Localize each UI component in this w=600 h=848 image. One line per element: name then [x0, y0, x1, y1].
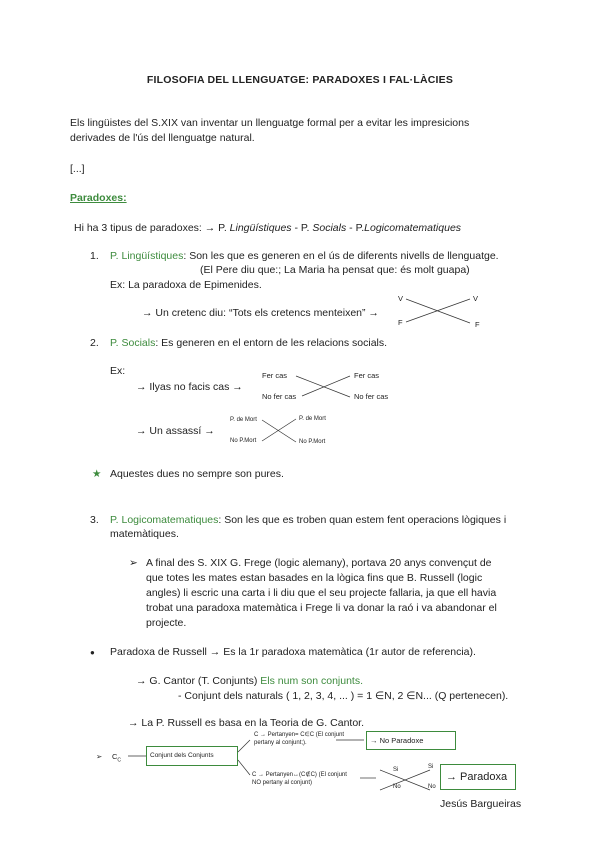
- item1-ex: Ex: La paradoxa de Epimenides.: [110, 279, 262, 291]
- item2-ex: Ex:: [110, 365, 126, 377]
- item1-text: : Son les que es generen en el ús de diferents nivells de llenguatge.: [183, 250, 499, 262]
- diagram-branch-top: [238, 740, 250, 752]
- diagram-branch-bottom: [238, 760, 250, 775]
- diagram-bot-2: NO pertany al conjunt): [252, 780, 313, 786]
- item1-v1: V: [398, 294, 404, 303]
- item1-f2: F: [475, 320, 480, 329]
- item2-npm1: No P.Mort: [230, 438, 257, 444]
- diagram-si2: Si: [428, 764, 434, 770]
- item3-label: P. Logicomatematiques: [110, 514, 219, 526]
- types-c: Logicomatematiques: [364, 222, 462, 234]
- item1-f1: F: [398, 318, 403, 327]
- item3-text2: matemàtiques.: [110, 528, 179, 540]
- naturals-line: - Conjunt dels naturals ( 1, 2, 3, 4, ... ) = 1 ∈N, 2 ∈N... (Q pertenecen).: [178, 690, 509, 702]
- item3-para-1: A final des S. XIX G. Frege (logic alemany), portava 20 anys convençut de: [146, 557, 492, 569]
- item3-para-2: que totes les mates estan basades en la lògica fins que B. Russell (logic: [146, 572, 483, 584]
- types-b: Socials: [312, 222, 347, 234]
- diagram-bot-1: C → Pertanyen↔(C∉C) (El conjunt: [252, 772, 347, 778]
- ellipsis: [...]: [70, 163, 85, 175]
- diagram-top-1: C → Pertanyen= C∈C (El conjunt: [254, 732, 345, 738]
- intro-line-2: derivades de l'ús del llenguatge natural.: [70, 132, 255, 144]
- russell-line: Paradoxa de Russell → Es la 1r paradoxa matemàtica (1r autor de referencia).: [110, 646, 476, 658]
- types-sep2: - P.: [346, 222, 365, 234]
- item2-number: 2.: [90, 337, 99, 349]
- item2-nofer1: No fer cas: [262, 392, 297, 401]
- diagram-top-2: pertany al conjunt;).: [254, 740, 307, 746]
- item2-nofer2: No fer cas: [354, 392, 389, 401]
- item3-number: 3.: [90, 514, 99, 526]
- page-title: FILOSOFIA DEL LLENGUATGE: PARADOXES I FAL·LÀCIES: [146, 74, 454, 86]
- arrow-icon: ➢: [129, 557, 138, 569]
- bullet-icon: ●: [90, 648, 95, 657]
- item3-text: : Son les que es troben quan estem fent operacions lògiques i: [218, 514, 507, 526]
- no-paradox-label: → No Paradoxe: [370, 736, 424, 745]
- item2-case2: → Un assassí →: [136, 425, 215, 437]
- item1-label: P. Lingüístiques: [110, 250, 184, 262]
- author: Jesús Bargueiras: [440, 798, 522, 810]
- item3-para-3: angles) li escric una carta i li diu que el seu projecte fallaria, ja que ell havia: [146, 587, 497, 599]
- item3-para-5: projecte.: [146, 617, 187, 629]
- types-lead: Hi ha 3 tipus de paradoxes: → P.: [74, 222, 230, 234]
- diagram-c-sub: C: [117, 757, 122, 764]
- item2-fer2: Fer cas: [354, 371, 380, 380]
- note-text: Aquestes dues no sempre son pures.: [110, 468, 284, 480]
- item1-number: 1.: [90, 250, 99, 262]
- paradox-label: → Paradoxa: [446, 771, 508, 783]
- item1-cretan: → Un cretenc diu: “Tots els cretencs menteixen” →: [142, 307, 379, 319]
- item2-fer1: Fer cas: [262, 371, 288, 380]
- star-icon: ★: [92, 468, 102, 480]
- item2-text: : Es generen en el entorn de les relacions socials.: [155, 337, 388, 349]
- item2-npm2: No P.Mort: [299, 439, 326, 445]
- diagram-no2: No: [428, 784, 436, 790]
- item3-para-4: trobat una paradoxa matemàtica i Frege li va donar la raó i va abandonar el: [146, 602, 497, 614]
- item2-case1: → Ilyas no facis cas →: [136, 381, 243, 393]
- item1-examples: (El Pere diu que:; La Maria ha pensat que: és molt guapa): [200, 264, 470, 276]
- conjunt-box-label: Conjunt dels Conjunts: [150, 752, 214, 759]
- intro-line-1: Els lingüistes del S.XIX van inventar un llenguatge formal per a evitar les impresicions: [70, 117, 470, 129]
- types-sep1: - P.: [291, 222, 313, 234]
- diagram-arrow-icon: ➢: [96, 752, 103, 761]
- diagram-no1: No: [393, 784, 401, 790]
- cross3-line-b: [262, 419, 296, 441]
- cantor-text: → G. Cantor (T. Conjunts): [136, 675, 261, 687]
- cross2-line-b: [302, 376, 350, 396]
- item2-pm1: P. de Mort: [230, 417, 257, 423]
- cantor-green: Els num son conjunts.: [260, 675, 364, 687]
- section-heading: Paradoxes:: [70, 192, 127, 204]
- based-line: → La P. Russell es basa en la Teoria de G. Cantor.: [128, 717, 364, 729]
- item2-pm2: P. de Mort: [299, 416, 326, 422]
- diagram-c-letter: C: [112, 752, 118, 761]
- diagram-si1: Si: [393, 767, 399, 773]
- item1-v2: V: [473, 294, 479, 303]
- cross3-line-a: [262, 420, 296, 442]
- item2-label: P. Socials: [110, 337, 156, 349]
- types-a: Lingüístiques: [229, 222, 292, 234]
